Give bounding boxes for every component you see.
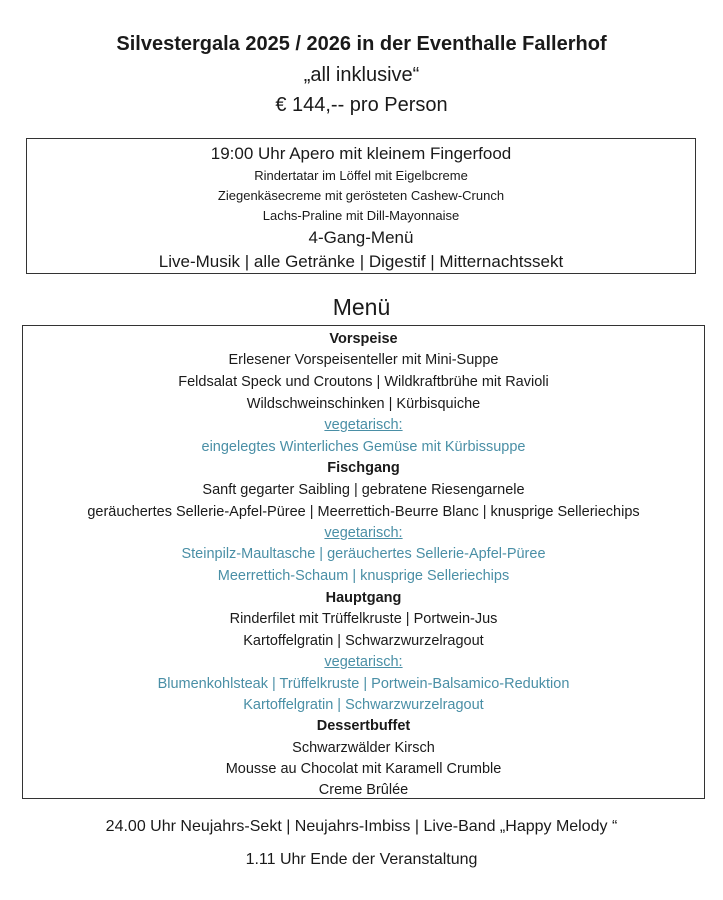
event-subtitle: „all inklusive“ bbox=[303, 64, 420, 86]
menu-info-line: 4-Gang-Menü bbox=[308, 228, 414, 247]
fingerfood-item: Ziegenkäsecreme mit gerösteten Cashew-Crunch bbox=[217, 188, 505, 203]
midnight-line: 24.00 Uhr Neujahrs-Sekt | Neujahrs-Imbiss | Live-Band „Happy Melody “ bbox=[105, 818, 618, 835]
vegetarian-line: eingelegtes Winterliches Gemüse mit Kürbissuppe bbox=[201, 439, 526, 455]
menu-line: Erlesener Vorspeisenteller mit Mini-Suppe bbox=[228, 352, 499, 368]
event-price: € 144,-- pro Person bbox=[275, 94, 448, 116]
menu-line: Rinderfilet mit Trüffelkruste | Portwein-Jus bbox=[229, 611, 498, 627]
vegetarian-line: Meerrettich-Schaum | knusprige Selleriechips bbox=[217, 568, 510, 584]
vegetarian-label: vegetarisch: bbox=[324, 417, 403, 433]
course-title-vorspeise: Vorspeise bbox=[329, 331, 398, 347]
vegetarian-line: Kartoffelgratin | Schwarzwurzelragout bbox=[243, 697, 484, 713]
apero-line: 19:00 Uhr Apero mit kleinem Fingerfood bbox=[210, 144, 512, 163]
fingerfood-item: Rindertatar im Löffel mit Eigelbcreme bbox=[254, 168, 468, 183]
course-title-fischgang: Fischgang bbox=[327, 460, 400, 476]
menu-line: geräuchertes Sellerie-Apfel-Püree | Meerrettich-Beurre Blanc | knusprige Selleriechips bbox=[87, 504, 640, 520]
event-title: Silvestergala 2025 / 2026 in der Eventhalle Fallerhof bbox=[116, 33, 607, 55]
menu-line: Feldsalat Speck und Croutons | Wildkraftbrühe mit Ravioli bbox=[178, 374, 549, 390]
menu-line: Sanft gegarter Saibling | gebratene Riesengarnele bbox=[202, 482, 525, 498]
menu-heading: Menü bbox=[332, 294, 391, 320]
vegetarian-label: vegetarisch: bbox=[324, 654, 403, 670]
menu-line: Schwarzwälder Kirsch bbox=[292, 740, 435, 756]
menu-line: Wildschweinschinken | Kürbisquiche bbox=[246, 396, 481, 412]
course-title-hauptgang: Hauptgang bbox=[325, 590, 402, 606]
vegetarian-label: vegetarisch: bbox=[324, 525, 403, 541]
vegetarian-line: Blumenkohlsteak | Trüffelkruste | Portwein-Balsamico-Reduktion bbox=[157, 676, 570, 692]
menu-line: Kartoffelgratin | Schwarzwurzelragout bbox=[243, 633, 484, 649]
vegetarian-line: Steinpilz-Maultasche | geräuchertes Sellerie-Apfel-Püree bbox=[181, 546, 546, 562]
menu-line: Mousse au Chocolat mit Karamell Crumble bbox=[225, 761, 502, 777]
extras-line: Live-Musik | alle Getränke | Digestif | Mitternachtssekt bbox=[158, 252, 564, 271]
menu-line: Creme Brûlée bbox=[318, 782, 409, 798]
intro-box bbox=[26, 138, 696, 274]
fingerfood-item: Lachs-Praline mit Dill-Mayonnaise bbox=[262, 208, 460, 223]
course-title-dessert: Dessertbuffet bbox=[316, 718, 411, 734]
end-line: 1.11 Uhr Ende der Veranstaltung bbox=[245, 851, 478, 868]
menu-box bbox=[22, 325, 705, 799]
